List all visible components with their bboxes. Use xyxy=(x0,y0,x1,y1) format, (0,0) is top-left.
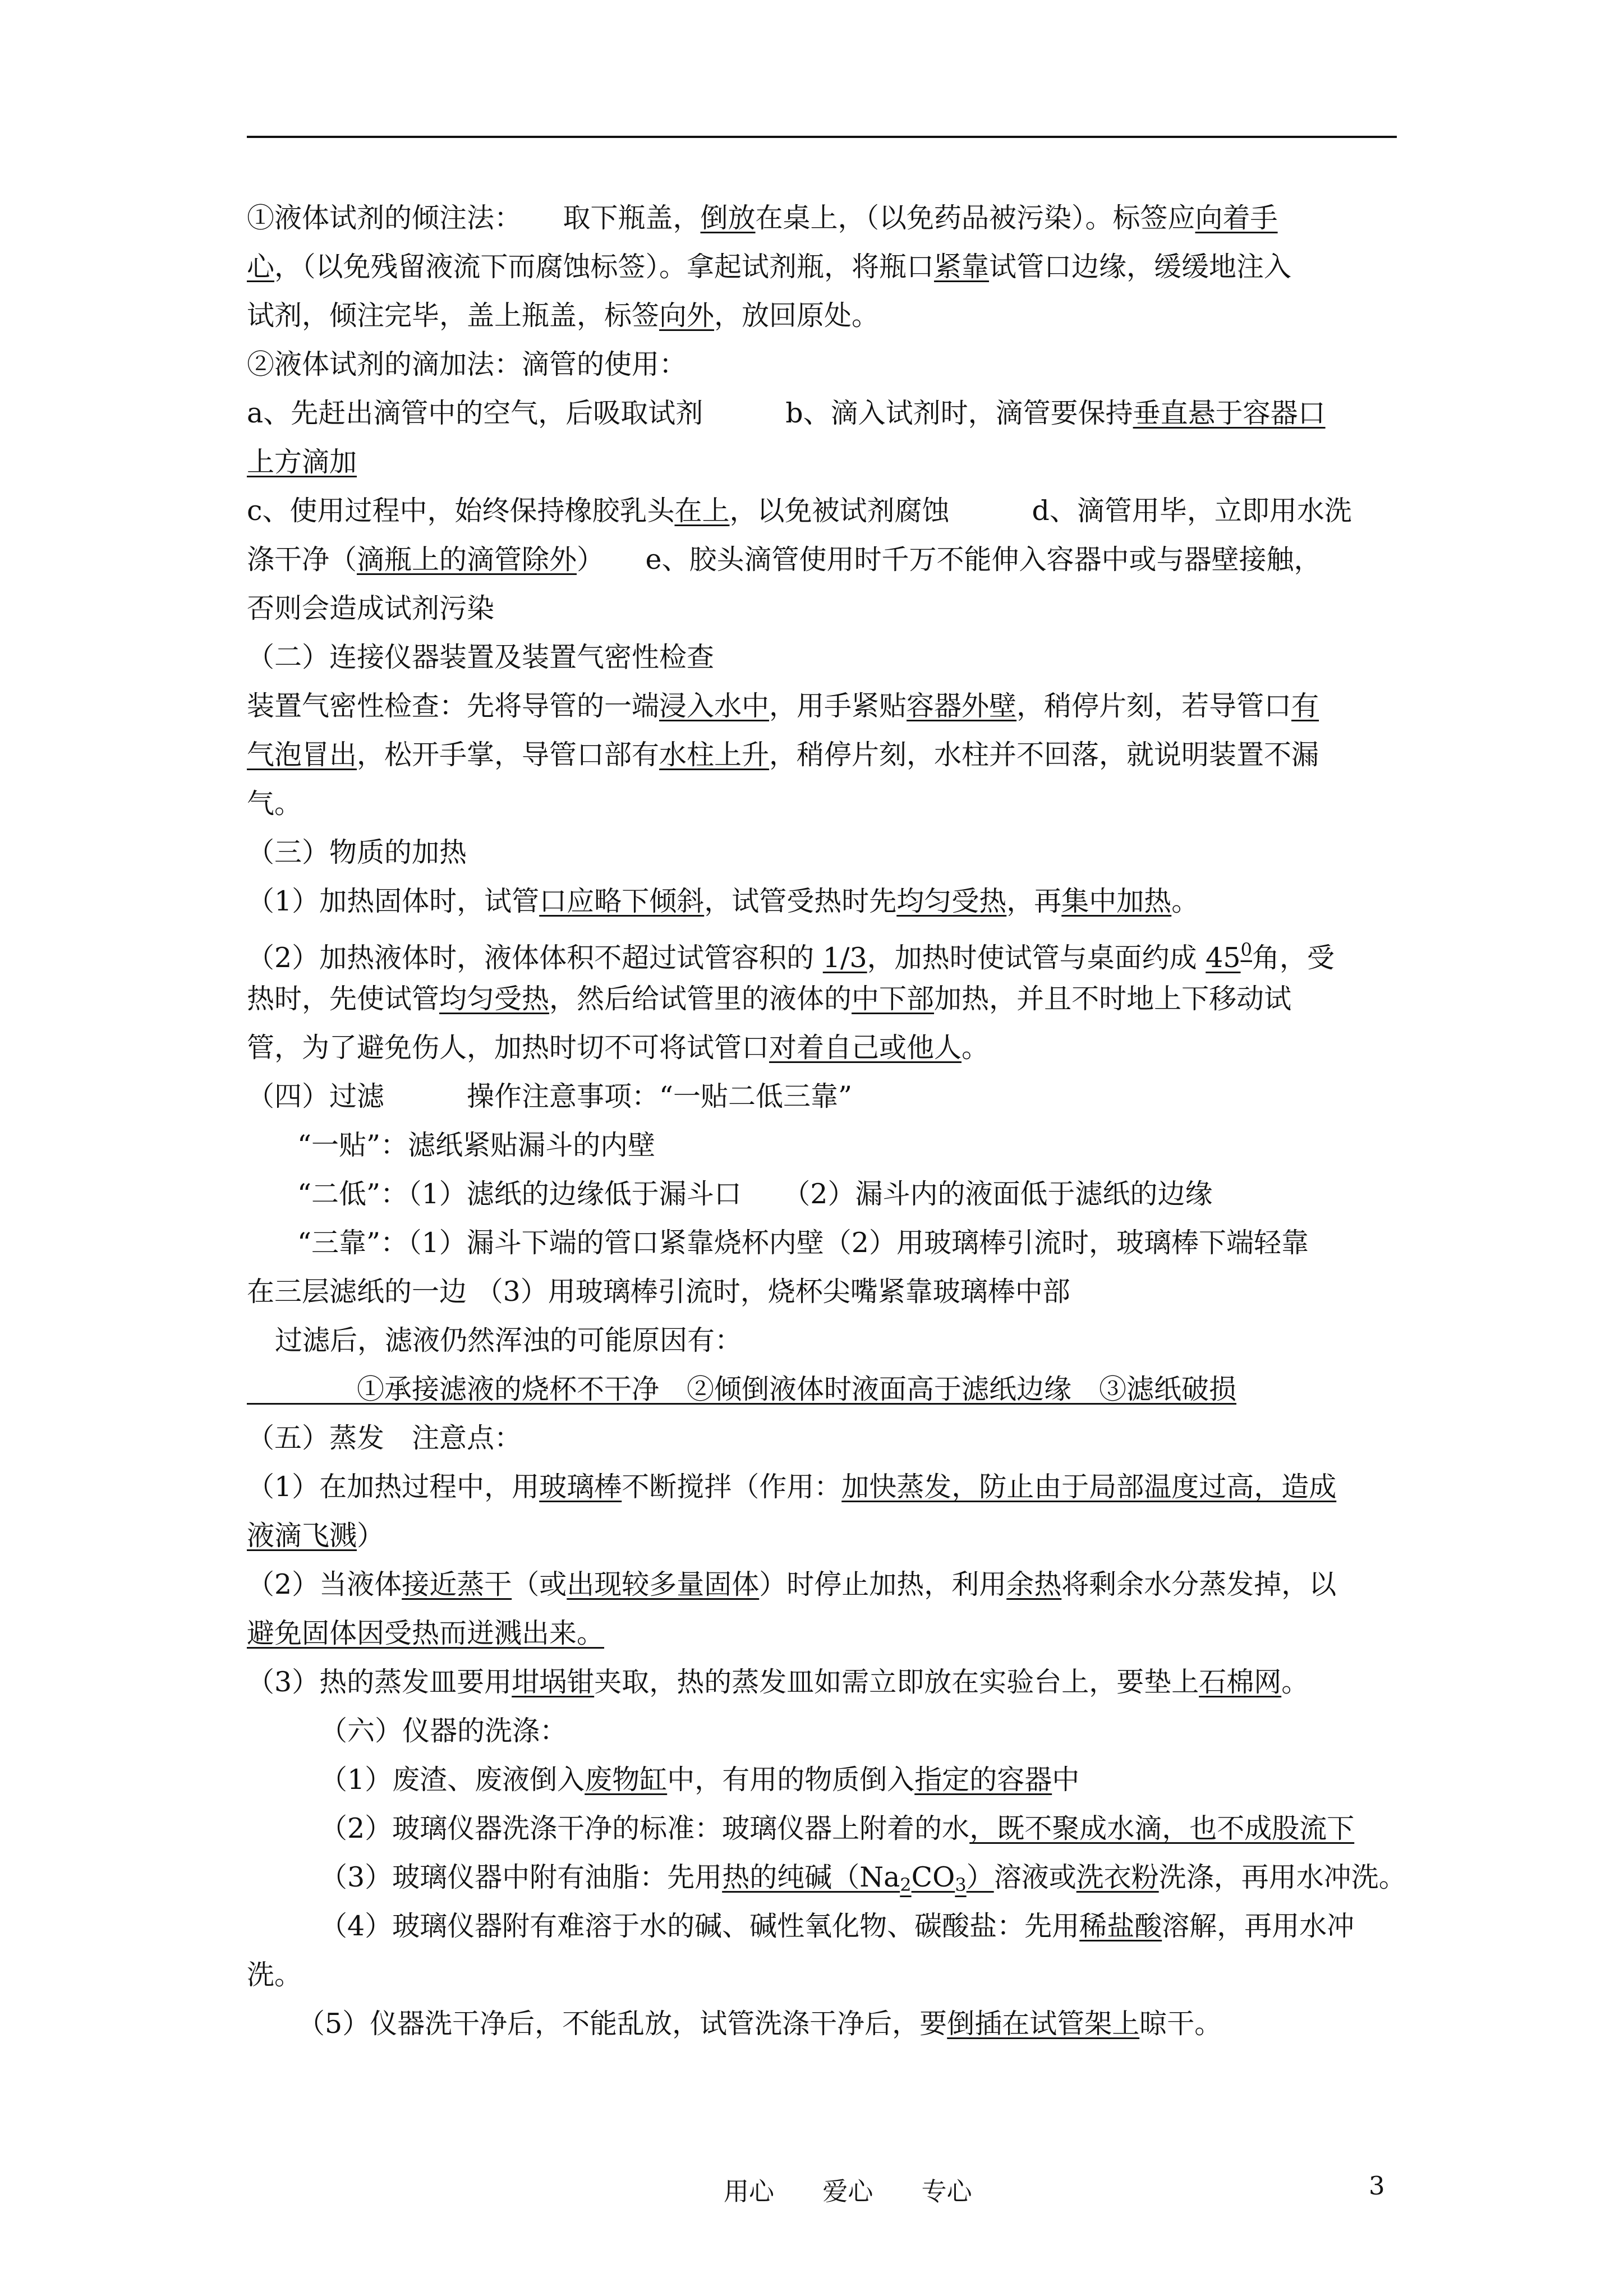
text-line xyxy=(247,1267,1397,1316)
footer-motto xyxy=(724,2171,1013,2207)
text-run: 溶液或 xyxy=(993,1861,1076,1893)
text-line xyxy=(247,730,1397,779)
text-run: （2）玻璃仪器洗涤干净的标准：玻璃仪器上附着的水 xyxy=(320,1812,970,1844)
text-run: （或 xyxy=(512,1568,567,1600)
text-line xyxy=(247,584,1397,633)
underlined-key-term: 热的纯碱（Na xyxy=(722,1861,900,1893)
text-run: （2）当液体 xyxy=(247,1568,402,1600)
text-line xyxy=(247,779,1397,828)
underlined-key-term: 心 xyxy=(247,251,275,283)
text-line xyxy=(247,1072,1397,1121)
text-line xyxy=(247,1755,1397,1804)
underlined-key-term: 水柱上升 xyxy=(659,739,770,771)
text-line xyxy=(247,1609,1397,1658)
text-line xyxy=(247,1902,1397,1950)
text-line xyxy=(247,291,1397,340)
text-run: ①液体试剂的倾注法： 取下瓶盖， xyxy=(247,202,701,234)
footer-motto-word: 专心 xyxy=(921,2177,972,2206)
underlined-key-term: 向着手 xyxy=(1195,202,1278,234)
text-line xyxy=(247,1658,1397,1706)
text-line xyxy=(247,1999,1397,2048)
text-run: 。 xyxy=(961,1032,990,1064)
underlined-key-term: 3 xyxy=(955,1874,967,1895)
underlined-key-term: 坩埚钳 xyxy=(512,1666,595,1698)
underlined-key-term: 石棉网 xyxy=(1199,1666,1282,1698)
text-run: 热时，先使试管 xyxy=(247,983,440,1015)
text-run: （二）连接仪器装置及装置气密性检查 xyxy=(247,641,715,673)
text-line xyxy=(247,1804,1397,1853)
footer-motto-word: 爱心 xyxy=(822,2177,873,2206)
underlined-key-term: 倒放 xyxy=(700,202,756,234)
text-run: 过滤后，滤液仍然浑浊的可能原因有： xyxy=(275,1324,743,1356)
text-run: ，以免被试剂腐蚀 d、滴管用毕，立即用水洗 xyxy=(729,495,1352,527)
underlined-key-term: 垂直悬于容器口 xyxy=(1133,397,1326,429)
text-run: （3）玻璃仪器中附有油脂：先用 xyxy=(320,1861,723,1893)
text-line xyxy=(247,1511,1397,1560)
underlined-key-term: 0 xyxy=(1240,939,1252,960)
text-run: 试管口边缘，缓缓地注入 xyxy=(989,251,1292,283)
text-run: ，松开手掌，导管口部有 xyxy=(357,739,660,771)
text-line xyxy=(247,682,1397,730)
text-run: （1）加热固体时，试管 xyxy=(247,885,540,917)
header-rule xyxy=(247,136,1397,138)
text-run: （1）废渣、废液倒入 xyxy=(320,1764,585,1796)
underlined-key-term: 液滴飞溅 xyxy=(247,1520,357,1552)
text-line xyxy=(247,242,1397,291)
text-line xyxy=(247,1414,1397,1462)
text-run: c、使用过程中，始终保持橡胶乳头 xyxy=(247,495,675,527)
text-run: a、先赶出滴管中的空气，后吸取试剂 b、滴入试剂时，滴管要保持 xyxy=(247,397,1133,429)
underlined-key-term: 滴瓶上的滴管除外 xyxy=(357,544,577,576)
underlined-key-term: 集中加热 xyxy=(1061,885,1172,917)
text-run: 在三层滤纸的一边 （3）用玻璃棒引流时，烧杯尖嘴紧靠玻璃棒中部 xyxy=(247,1276,1070,1308)
text-line xyxy=(247,633,1397,682)
text-run: “一贴”：滤纸紧贴漏斗的内壁 xyxy=(297,1129,656,1161)
text-line xyxy=(247,1365,1397,1414)
underlined-key-term: 玻璃棒 xyxy=(539,1471,622,1503)
underlined-key-term: 45 xyxy=(1206,942,1241,974)
text-run: 洗涤，再用水冲洗。 xyxy=(1158,1861,1406,1893)
text-run: （2）加热液体时，液体体积不超过试管容积的 xyxy=(247,942,823,974)
text-run: ，再 xyxy=(1006,885,1062,917)
underlined-key-term: 均匀受热 xyxy=(896,885,1007,917)
text-run: ，加热时使试管与桌面约成 xyxy=(867,942,1206,974)
text-run: 中，有用的物质倒入 xyxy=(667,1764,915,1796)
text-line xyxy=(247,1950,1397,1999)
underlined-key-term: ） xyxy=(966,1861,994,1893)
text-run: ，用手紧贴 xyxy=(769,690,907,722)
text-line xyxy=(247,535,1397,584)
text-run: ②液体试剂的滴加法：滴管的使用： xyxy=(247,348,687,380)
underlined-key-term: ，既不聚成水滴，也不成股流下 xyxy=(969,1812,1355,1844)
text-run: 中 xyxy=(1052,1764,1080,1796)
text-line xyxy=(247,926,1397,974)
text-run: ，试管受热时先 xyxy=(704,885,897,917)
text-run: （1）在加热过程中，用 xyxy=(247,1471,540,1503)
underlined-key-term: 口应略下倾斜 xyxy=(539,885,705,917)
underlined-key-term: 洗衣粉 xyxy=(1076,1861,1159,1893)
underlined-key-term: 有 xyxy=(1291,690,1319,722)
underlined-key-term: 指定的容器 xyxy=(914,1764,1052,1796)
text-line xyxy=(247,974,1397,1023)
underlined-key-term: 浸入水中 xyxy=(659,690,770,722)
text-line xyxy=(247,1560,1397,1609)
underlined-key-term: 废物缸 xyxy=(585,1764,668,1796)
underlined-key-term: 2 xyxy=(900,1874,912,1895)
text-line xyxy=(247,438,1397,486)
text-run: 角，受 xyxy=(1252,942,1335,974)
underlined-key-term: 上方滴加 xyxy=(247,446,357,478)
page-number: 3 xyxy=(1369,2171,1385,2201)
text-line xyxy=(247,1170,1397,1218)
text-run: ，放回原处。 xyxy=(714,300,880,332)
text-line xyxy=(247,1218,1397,1267)
underlined-key-term: 在上 xyxy=(674,495,730,527)
underlined-key-term: 1/3 xyxy=(822,942,867,974)
text-line xyxy=(247,194,1397,242)
underlined-key-term: 向外 xyxy=(659,300,715,332)
text-run: 晾干。 xyxy=(1139,2008,1222,2040)
underlined-key-term: 出现较多量固体 xyxy=(567,1568,760,1600)
text-run: 将剩余水分蒸发掉，以 xyxy=(1061,1568,1337,1600)
text-line xyxy=(247,1462,1397,1511)
underlined-key-term: 稀盐酸 xyxy=(1079,1910,1162,1942)
text-run: 在桌上，（以免药品被污染）。标签应 xyxy=(755,202,1195,234)
text-line xyxy=(247,1706,1397,1755)
text-run: “二低”：（1）滤纸的边缘低于漏斗口 （2）漏斗内的液面低于滤纸的边缘 xyxy=(297,1178,1213,1210)
underlined-key-term: 容器外壁 xyxy=(907,690,1017,722)
text-line xyxy=(247,1023,1397,1072)
text-line xyxy=(247,389,1397,438)
text-run: （六）仪器的洗涤： xyxy=(320,1715,568,1747)
text-line xyxy=(247,340,1397,389)
text-run: 。 xyxy=(1171,885,1199,917)
text-run: 装置气密性检查：先将导管的一端 xyxy=(247,690,660,722)
text-line xyxy=(247,877,1397,926)
text-run: 加热，并且不时地上下移动试 xyxy=(934,983,1292,1015)
text-run: 不断搅拌（作用： xyxy=(622,1471,842,1503)
text-run: 夹取，热的蒸发皿如需立即放在实验台上，要垫上 xyxy=(594,1666,1199,1698)
text-run: 否则会造成试剂污染 xyxy=(247,592,495,624)
text-run: （五）蒸发 注意点： xyxy=(247,1422,522,1454)
text-run: 洗。 xyxy=(247,1959,302,1991)
underlined-key-term: 余热 xyxy=(1006,1568,1062,1600)
text-run: 溶解，再用水冲 xyxy=(1162,1910,1355,1942)
text-run: 涤干净（ xyxy=(247,544,357,576)
text-run: ） e、胶头滴管使用时千万不能伸入容器中或与器壁接触， xyxy=(577,544,1322,576)
text-run: 试剂，倾注完毕，盖上瓶盖，标签 xyxy=(247,300,660,332)
text-line xyxy=(247,1121,1397,1170)
text-run: “三靠”：（1）漏斗下端的管口紧靠烧杯内壁（2）用玻璃棒引流时，玻璃棒下端轻靠 xyxy=(297,1227,1309,1259)
underlined-key-term: 接近蒸干 xyxy=(402,1568,512,1600)
text-run: 。 xyxy=(1281,1666,1309,1698)
underlined-key-term: 避免固体因受热而迸溅出来。 xyxy=(247,1617,605,1649)
answer-fill-line xyxy=(247,1365,1397,1414)
text-run: ） xyxy=(357,1520,385,1552)
text-line xyxy=(247,1853,1406,1902)
text-run: （4）玻璃仪器附有难溶于水的碱、碱性氧化物、碳酸盐：先用 xyxy=(320,1910,1080,1942)
text-run: （三）物质的加热 xyxy=(247,836,467,868)
underlined-key-term: 对着自己或他人 xyxy=(769,1032,962,1064)
text-run: ，（以免残留液流下而腐蚀标签）。拿起试剂瓶，将瓶口 xyxy=(274,251,935,283)
underlined-key-term: 加快蒸发，防止由于局部温度过高，造成 xyxy=(841,1471,1337,1503)
text-run: ，然后给试管里的液体的 xyxy=(549,983,852,1015)
text-run: （3）热的蒸发皿要用 xyxy=(247,1666,512,1698)
text-run: ，稍停片刻，若导管口 xyxy=(1016,690,1292,722)
text-run: ，稍停片刻，水柱并不回落，就说明装置不漏 xyxy=(769,739,1319,771)
text-run: ）时停止加热，利用 xyxy=(759,1568,1007,1600)
text-run: 气。 xyxy=(247,788,302,820)
text-run: ①承接滤液的烧杯不干净 ②倾倒液体时液面高于滤纸边缘 ③滤纸破损 xyxy=(247,1373,1237,1405)
text-run: （四）过滤 操作注意事项：“一贴二低三靠” xyxy=(247,1080,853,1112)
underlined-key-term: 中下部 xyxy=(852,983,935,1015)
footer-motto-word: 用心 xyxy=(724,2177,775,2206)
text-line xyxy=(247,486,1397,535)
underlined-key-term: 气泡冒出 xyxy=(247,739,357,771)
underlined-key-term: CO xyxy=(911,1861,955,1893)
text-run: （5）仪器洗干净后，不能乱放，试管洗涤干净后，要 xyxy=(297,2008,947,2040)
underlined-key-term: 均匀受热 xyxy=(439,983,550,1015)
document-body xyxy=(247,194,1406,2048)
underlined-key-term: 倒插在试管架上 xyxy=(947,2008,1140,2040)
text-run: 管，为了避免伤人，加热时切不可将试管口 xyxy=(247,1032,770,1064)
text-line xyxy=(247,1316,1397,1365)
underlined-key-term: 紧靠 xyxy=(934,251,990,283)
text-line xyxy=(247,828,1397,877)
